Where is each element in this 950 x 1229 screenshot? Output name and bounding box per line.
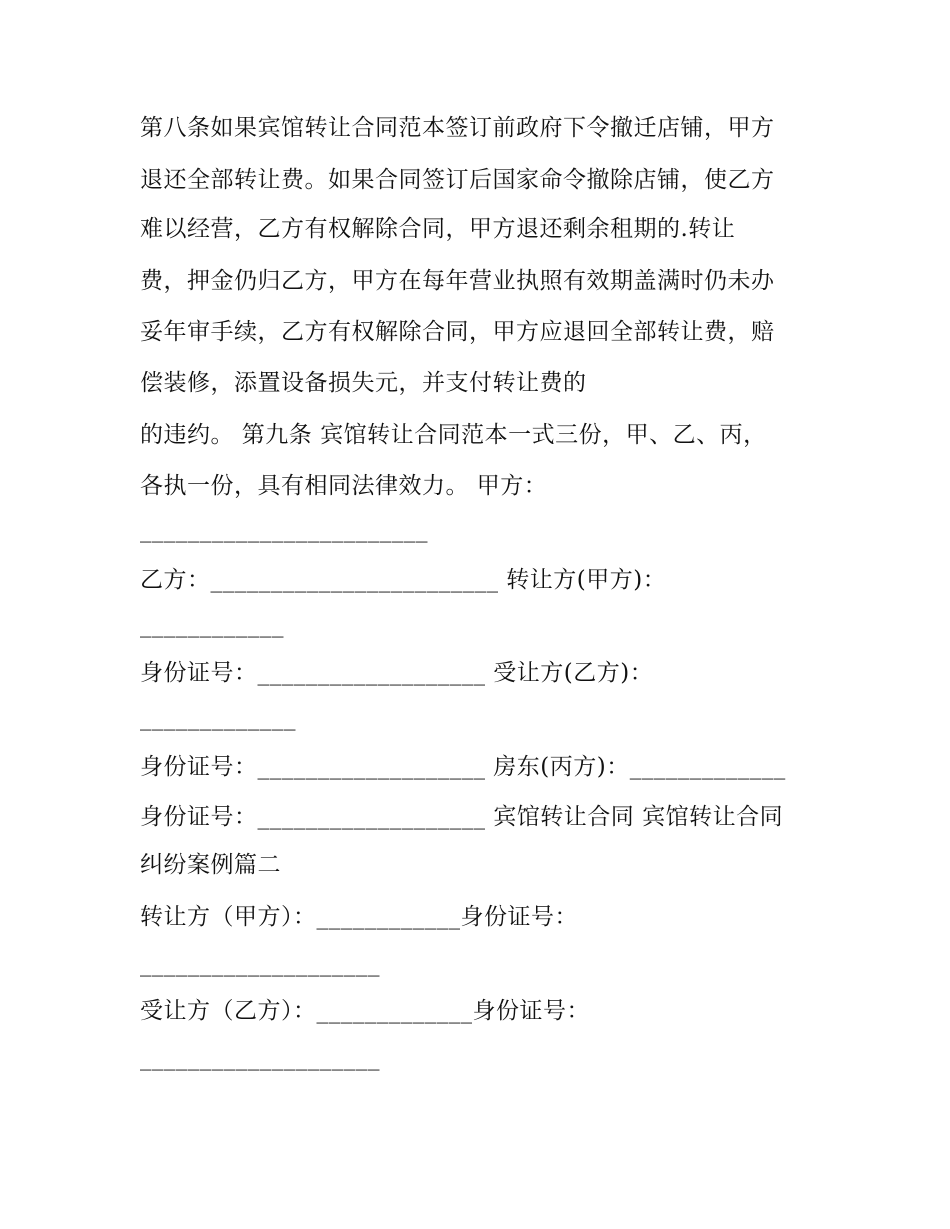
text-line: 妥年审手续，乙方有权解除合同，甲方应退回全部转让费，赔 xyxy=(140,319,775,345)
text-line: 费，押金仍归乙方，甲方在每年营业执照有效期盖满时仍未办 xyxy=(140,268,775,294)
section-heading: 纠纷案例篇二 xyxy=(140,852,281,878)
text-line: 的违约。 第九条 宾馆转让合同范本一式三份，甲、乙、丙， xyxy=(140,422,767,448)
text-line: 转让方（甲方）：____________身份证号： xyxy=(140,904,578,930)
text-line: 乙方：________________________ 转让方(甲方)： xyxy=(140,567,667,593)
signature-blank-line: ____________________ xyxy=(140,1045,380,1071)
text-line: 退还全部转让费。如果合同签订后国家命令撤除店铺，使乙方 xyxy=(140,167,775,193)
text-line: 身份证号：___________________ 房东(丙方)：_____________ xyxy=(140,754,786,780)
text-line: 偿装修，添置设备损失元，并支付转让费的 xyxy=(140,370,587,396)
text-line: 各执一份，具有相同法律效力。 甲方： xyxy=(140,473,548,499)
text-line: 难以经营，乙方有权解除合同，甲方退还剩余租期的.转让 xyxy=(140,216,736,242)
signature-blank-line: ________________________ xyxy=(140,517,428,543)
signature-blank-line: ____________ xyxy=(140,612,284,638)
text-line: 受让方（乙方）：_____________身份证号： xyxy=(140,998,590,1024)
text-line: 第八条如果宾馆转让合同范本签订前政府下令撤迁店铺，甲方 xyxy=(140,115,775,141)
text-line: 身份证号：___________________ 宾馆转让合同 宾馆转让合同 xyxy=(140,804,784,830)
text-line: 身份证号：___________________ 受让方(乙方)： xyxy=(140,660,654,686)
signature-blank-line: ____________________ xyxy=(140,951,380,977)
signature-blank-line: _____________ xyxy=(140,705,296,731)
